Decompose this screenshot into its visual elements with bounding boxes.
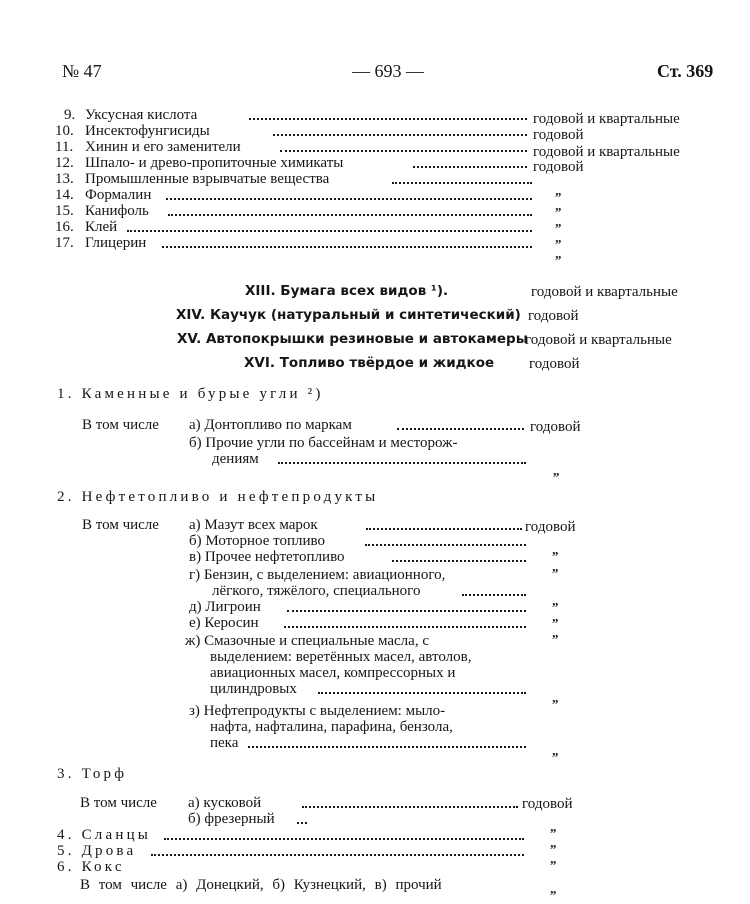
peat-item-a: а) кусковой [188, 795, 262, 811]
peat-title: 3. Торф [57, 766, 128, 782]
leader-dots [366, 528, 522, 530]
ditto-mark: „ [552, 690, 559, 705]
leader-dots [297, 822, 307, 824]
ditto-mark: „ [552, 743, 559, 758]
oil-item-b: б) Моторное топливо [189, 533, 325, 549]
item-name: Промышленные взрывчатые вещества [85, 171, 330, 187]
ditto-mark: „ [552, 542, 559, 557]
section-period: годовой и квартальные [531, 284, 678, 300]
section-title: XVI. Топливо твёрдое и жидкое [244, 355, 495, 371]
item-name: Формалин [85, 187, 152, 203]
item-name: Хинин и его заменители [85, 139, 241, 155]
oil-item-e: е) Керосин [189, 615, 259, 631]
leader-dots [392, 560, 526, 562]
item-name: Клей [85, 219, 118, 235]
in-number-label: В том числе [82, 417, 159, 433]
leader-dots [248, 746, 526, 748]
item-name: Уксусная кислота [85, 107, 198, 123]
item-period: годовой и квартальные [533, 111, 680, 127]
ditto-mark: „ [555, 183, 562, 198]
ditto-mark: „ [550, 819, 557, 834]
leader-dots [287, 610, 526, 612]
coal-title: 1. Каменные и бурые угли ²) [57, 386, 324, 402]
in-number-label: В том числе [80, 795, 157, 811]
leader-dots [462, 594, 526, 596]
peat-item-a-period: годовой [522, 796, 573, 812]
leader-dots [397, 428, 524, 430]
leader-dots [164, 838, 524, 840]
ditto-mark: „ [555, 246, 562, 261]
section-title: XIII. Бумага всех видов ¹). [245, 283, 449, 299]
leader-dots [168, 214, 532, 216]
leader-dots [249, 118, 527, 120]
ditto-mark: „ [553, 463, 560, 478]
oil-item-z-cont: пека [210, 735, 239, 751]
section-title: XIV. Каучук (натуральный и синтетический) [176, 307, 521, 323]
wood-title: 5. Дрова [57, 843, 137, 859]
leader-dots [365, 544, 526, 546]
oil-item-g: г) Бензин, с выделением: авиационного, [189, 567, 446, 583]
item-number: 15. [55, 203, 74, 219]
oil-item-zh-cont: выделением: веретённых масел, автолов, [210, 649, 472, 665]
oil-item-a-period: годовой [525, 519, 576, 535]
leader-dots [318, 692, 526, 694]
coke-title: 6. Кокс [57, 859, 125, 875]
oil-item-a: а) Мазут всех марок [189, 517, 318, 533]
coal-item-b: б) Прочие угли по бассейнам и месторож- [189, 435, 458, 451]
item-name: Канифоль [85, 203, 149, 219]
item-name: Глицерин [85, 235, 147, 251]
article-number: Ст. 369 [657, 61, 714, 81]
ditto-mark: „ [552, 593, 559, 608]
ditto-mark: „ [550, 881, 557, 896]
section-title: XV. Автопокрышки резиновые и автокамеры [177, 331, 528, 347]
section-period: годовой [528, 308, 579, 324]
leader-dots [392, 182, 532, 184]
oil-title: 2. Нефтетопливо и нефтепродукты [57, 489, 379, 505]
oil-item-d: д) Лигроин [189, 599, 261, 615]
item-number: 13. [55, 171, 74, 187]
coal-item-b-cont: дениям [212, 451, 259, 467]
oil-item-zh: ж) Смазочные и специальные масла, с [185, 633, 429, 649]
item-number: 17. [55, 235, 74, 251]
leader-dots [127, 230, 532, 232]
item-name: Шпало- и древо-пропиточные химикаты [85, 155, 344, 171]
item-number: 11. [55, 139, 74, 155]
oil-item-v: в) Прочее нефтетопливо [189, 549, 345, 565]
leader-dots [151, 854, 524, 856]
leader-dots [413, 166, 527, 168]
oil-item-z-cont: нафта, нафталина, парафина, бензола, [210, 719, 453, 735]
item-period: годовой [533, 127, 584, 143]
coal-item-a-period: годовой [530, 419, 581, 435]
item-number: 16. [55, 219, 74, 235]
item-number: 14. [55, 187, 74, 203]
oil-item-zh-cont: авиационных масел, компрессорных и [210, 665, 456, 681]
item-name: Инсектофунгисиды [85, 123, 210, 139]
coke-subitems: В том числе а) Донецкий, б) Кузнецкий, в) прочий [80, 877, 442, 893]
section-period: годовой [529, 356, 580, 372]
ditto-mark: „ [555, 230, 562, 245]
ditto-mark: „ [552, 559, 559, 574]
leader-dots [302, 806, 518, 808]
item-number: 9. [64, 107, 76, 123]
shale-title: 4. Сланцы [57, 827, 152, 843]
document-number: № 47 [62, 61, 102, 81]
leader-dots [273, 134, 527, 136]
page-number: — 693 — [352, 61, 424, 81]
ditto-mark: „ [550, 835, 557, 850]
ditto-mark: „ [552, 609, 559, 624]
in-number-label: В том числе [82, 517, 159, 533]
coal-item-a: а) Донтопливо по маркам [189, 417, 352, 433]
leader-dots [284, 626, 526, 628]
ditto-mark: „ [550, 851, 557, 866]
ditto-mark: „ [552, 625, 559, 640]
leader-dots [162, 246, 532, 248]
item-number: 10. [55, 123, 74, 139]
section-period: годовой и квартальные [525, 332, 672, 348]
leader-dots [278, 462, 526, 464]
item-number: 12. [55, 155, 74, 171]
leader-dots [166, 198, 532, 200]
oil-item-z: з) Нефтепродукты с выделением: мыло- [189, 703, 446, 719]
item-period: годовой [533, 159, 584, 175]
ditto-mark: „ [555, 198, 562, 213]
item-period: годовой и квартальные [533, 144, 680, 160]
leader-dots [280, 150, 527, 152]
peat-item-b: б) фрезерный [188, 811, 275, 827]
ditto-mark: „ [555, 214, 562, 229]
oil-item-zh-cont: цилиндровых [210, 681, 297, 697]
oil-item-g-cont: лёгкого, тяжёлого, специального [212, 583, 421, 599]
